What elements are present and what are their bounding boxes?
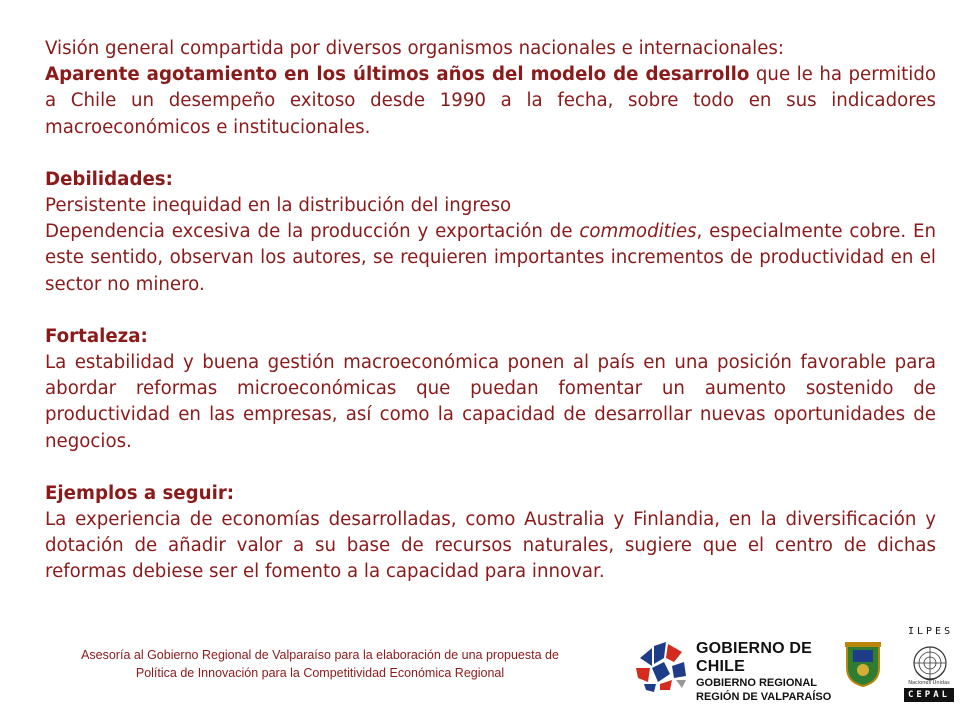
footer-line-2: Política de Innovación para la Competitividad Económica Regional	[135, 666, 505, 680]
valparaiso-crest-icon	[843, 640, 883, 688]
intro-bold: Aparente agotamiento en los últimos años del modelo de desarrollo	[45, 64, 750, 86]
footer-line-1: Asesoría al Gobierno Regional de Valparaíso para la elaboración de una propuesta de	[81, 648, 559, 662]
united-nations-emblem-icon	[910, 643, 950, 683]
footer-caption	[20, 646, 620, 682]
debilidades-heading-text: Debilidades:	[45, 168, 173, 190]
naciones-unidas-label: Naciones Unidas	[908, 680, 950, 686]
cepal-label: CEPAL	[904, 688, 954, 702]
ejemplos-heading	[45, 481, 936, 507]
intro-paragraph	[45, 62, 936, 141]
intro-rest: que le ha permitido a Chile un desempeño exitoso desde 1990 a la fecha, sobre todo en sus indicadores macroeconómicos e institucionales.	[45, 64, 936, 138]
debilidades-item-2-post: , especialmente cobre. En este sentido, observan los autores, se requieren importantes incrementos de productividad en el sector no minero.	[45, 221, 936, 295]
gov-sub-1: GOBIERNO REGIONAL	[696, 677, 818, 689]
fortaleza-heading-text: Fortaleza:	[45, 325, 148, 347]
ilpes-label: ILPES	[908, 626, 954, 637]
gobierno-chile-logo-icon	[630, 638, 690, 693]
ejemplos-heading-text: Ejemplos a seguir:	[45, 482, 235, 504]
fortaleza-heading	[45, 324, 936, 350]
slide-body	[45, 36, 936, 586]
intro-line: Visión general compartida por diversos organismos nacionales e internacionales:	[45, 38, 785, 59]
gov-sub-2: REGIÓN DE VALPARAÍSO	[696, 691, 832, 703]
debilidades-item-1: Persistente inequidad en la distribución del ingreso	[45, 195, 512, 217]
gov-title: GOBIERNO DE CHILE	[696, 640, 812, 675]
debilidades-heading	[45, 167, 936, 193]
gobierno-regional-label	[696, 640, 836, 704]
fortaleza-text: La estabilidad y buena gestión macroeconómica ponen al país en una posición favorable para abordar reformas microeconómicas que puedan fomentar un aumento sostenido de productividad en las empresas, así como la capacidad de desarrollar nuevas oportunidades de negocios.	[45, 352, 936, 452]
debilidades-item-2	[45, 219, 936, 298]
ejemplos-text: La experiencia de economías desarrolladas, como Australia y Finlandia, en la diversificación y dotación de añadir valor a su base de recursos naturales, sugiere que el centro de dichas reformas debiese ser el fomento a la capacidad para innovar.	[45, 509, 936, 583]
debilidades-item-2-italic: commodities	[579, 221, 697, 243]
debilidades-item-2-pre: Dependencia excesiva de la producción y exportación de	[45, 221, 580, 243]
